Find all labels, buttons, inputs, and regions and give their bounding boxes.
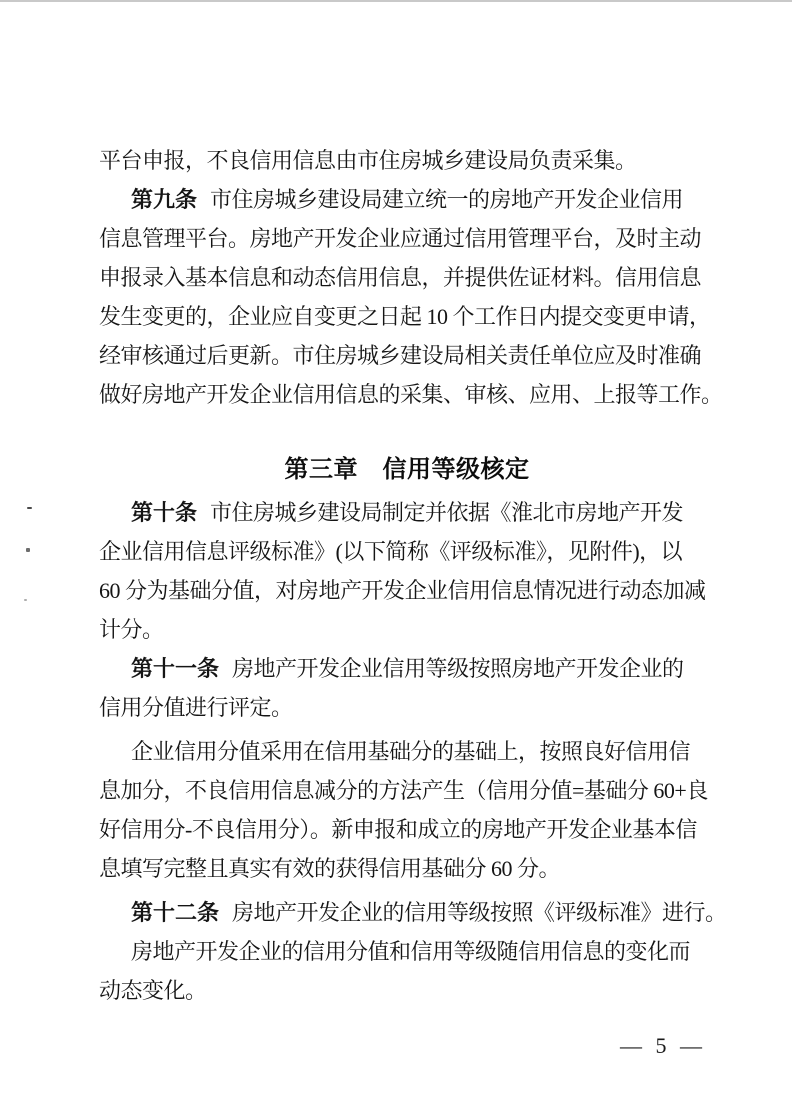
chapter-heading: 第三章 信用等级核定	[284, 456, 530, 483]
paragraph	[99, 180, 723, 414]
article-number: 第十二条	[131, 900, 220, 925]
text-line	[99, 180, 715, 219]
text-segment: 计分。	[99, 617, 164, 642]
text-segment: 平台申报，不良信用信息由市住房城乡建设局负责采集。	[99, 148, 637, 173]
text-line	[99, 219, 715, 258]
paragraph	[99, 893, 727, 932]
text-segment: 息填写完整且真实有效的获得信用基础分 60 分。	[99, 856, 561, 881]
text-line	[99, 688, 715, 727]
text-line	[99, 610, 715, 649]
text-line	[99, 297, 715, 336]
document-body	[99, 141, 727, 1010]
lead-gap	[197, 206, 210, 207]
text-segment: 市住房城乡建设局制定并依据《淮北市房地产开发	[210, 500, 684, 525]
text-line	[99, 375, 723, 414]
text-line	[99, 493, 715, 532]
paragraph	[99, 732, 715, 888]
text-line	[99, 571, 715, 610]
text-segment: 企业信用信息评级标准》(以下简称《评级标准》，见附件)，以	[99, 539, 683, 564]
paragraph	[99, 141, 715, 180]
text-line	[99, 532, 715, 571]
page-number: — 5 —	[620, 1033, 706, 1058]
scan-edge-line	[0, 0, 792, 2]
text-line	[99, 932, 715, 971]
text-line	[99, 732, 715, 771]
text-segment: 信息管理平台。房地产开发企业应通过信用管理平台，及时主动	[99, 226, 702, 251]
lead-gap	[197, 519, 210, 520]
paragraph	[99, 649, 715, 727]
lead-gap	[219, 919, 232, 920]
text-line	[99, 649, 715, 688]
text-segment: 房地产开发企业的信用分值和信用等级随信用信息的变化而	[131, 939, 691, 964]
text-line	[99, 849, 715, 888]
text-line	[99, 771, 715, 810]
text-segment: 申报录入基本信息和动态信用信息，并提供佐证材料。信用信息	[99, 265, 702, 290]
text-segment: 经审核通过后更新。市住房城乡建设局相关责任单位应及时准确	[99, 343, 702, 368]
text-segment: 60 分为基础分值，对房地产开发企业信用信息情况进行动态加减	[99, 578, 706, 603]
text-line	[99, 336, 715, 375]
article-number: 第十条	[131, 500, 198, 525]
text-segment: 市住房城乡建设局建立统一的房地产开发企业信用	[210, 187, 684, 212]
text-line	[99, 141, 715, 180]
paragraph	[99, 932, 715, 1010]
text-segment: 企业信用分值采用在信用基础分的基础上，按照良好信用信	[131, 739, 691, 764]
text-segment: 房地产开发企业信用等级按照房地产开发企业的	[232, 656, 684, 681]
text-segment: 发生变更的，企业应自变更之日起 10 个工作日内提交变更申请，	[99, 304, 711, 329]
article-number: 第九条	[131, 187, 198, 212]
text-line	[99, 893, 727, 932]
text-segment: 房地产开发企业的信用等级按照《评级标准》进行。	[232, 900, 727, 925]
text-segment: 做好房地产开发企业信用信息的采集、审核、应用、上报等工作。	[99, 382, 723, 407]
lead-gap	[219, 675, 232, 676]
text-line	[99, 258, 715, 297]
paragraph	[99, 493, 715, 649]
text-segment: 信用分值进行评定。	[99, 695, 293, 720]
article-number: 第十一条	[131, 656, 220, 681]
scan-speck	[24, 599, 27, 601]
text-segment: 息加分，不良信用信息减分的方法产生（信用分值=基础分 60+良	[99, 778, 708, 803]
text-segment: 动态变化。	[99, 978, 207, 1003]
text-segment: 好信用分-不良信用分）。新申报和成立的房地产开发企业基本信	[99, 817, 697, 842]
text-line	[99, 810, 715, 849]
scan-speck	[26, 548, 30, 552]
scan-speck	[27, 507, 32, 509]
text-line	[99, 971, 715, 1010]
